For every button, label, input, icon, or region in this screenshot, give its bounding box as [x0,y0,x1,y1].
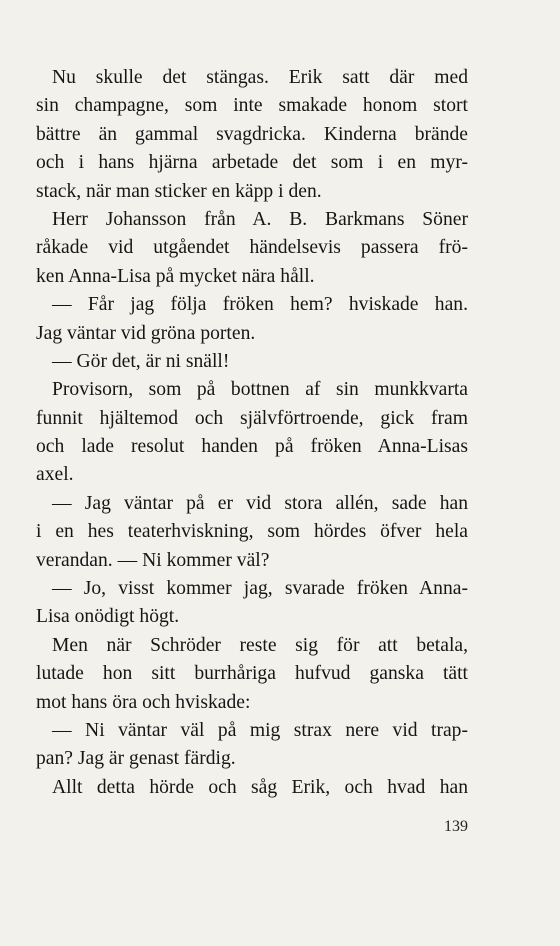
text-line: Allt detta hörde och såg Erik, och hvad han [52,776,468,798]
text-line: råkade vid utgåendet händelsevis passera frö- [36,237,468,259]
text-line: — Jo, visst kommer jag, svarade fröken Anna- [52,578,468,600]
text-line: Men när Schröder reste sig för att betala, [52,634,468,656]
text-line: pan? Jag är genast färdig. [36,748,236,770]
text-line: Jag väntar vid gröna porten. [36,322,256,344]
text-line: sin champagne, som inte smakade honom stort [36,95,468,117]
text-line: — Ni väntar väl på mig strax nere vid trap- [52,719,468,741]
text-line: i en hes teaterhviskning, som hördes öfver hela [36,521,468,543]
text-line: mot hans öra och hviskade: [36,691,251,713]
body-text [36,64,468,802]
text-line: Provisorn, som på bottnen af sin munkkvarta [52,379,468,401]
text-line: — Gör det, är ni snäll! [52,350,230,372]
text-line: stack, när man sticker en käpp i den. [36,180,322,202]
text-line: och i hans hjärna arbetade det som i en myr- [36,152,468,174]
text-line: lutade hon sitt burrhåriga hufvud ganska tätt [36,663,468,685]
text-line: ken Anna-Lisa på mycket nära håll. [36,265,315,287]
text-line: Nu skulle det stängas. Erik satt där med [52,67,468,88]
text-line: axel. [36,464,74,486]
text-line: — Får jag följa fröken hem? hviskade han. [52,294,468,316]
text-line: Herr Johansson från A. B. Barkmans Söner [52,208,468,230]
text-line: — Jag väntar på er vid stora allén, sade han [52,492,468,514]
text-line: bättre än gammal svagdricka. Kinderna brände [36,123,468,145]
text-line: verandan. — Ni kommer väl? [36,549,270,571]
text-line: Lisa onödigt högt. [36,606,180,628]
text-line: och lade resolut handen på fröken Anna-Lisas [36,436,468,458]
text-line: funnit hjältemod och självförtroende, gick fram [36,407,468,429]
page-number: 139 [444,818,468,835]
